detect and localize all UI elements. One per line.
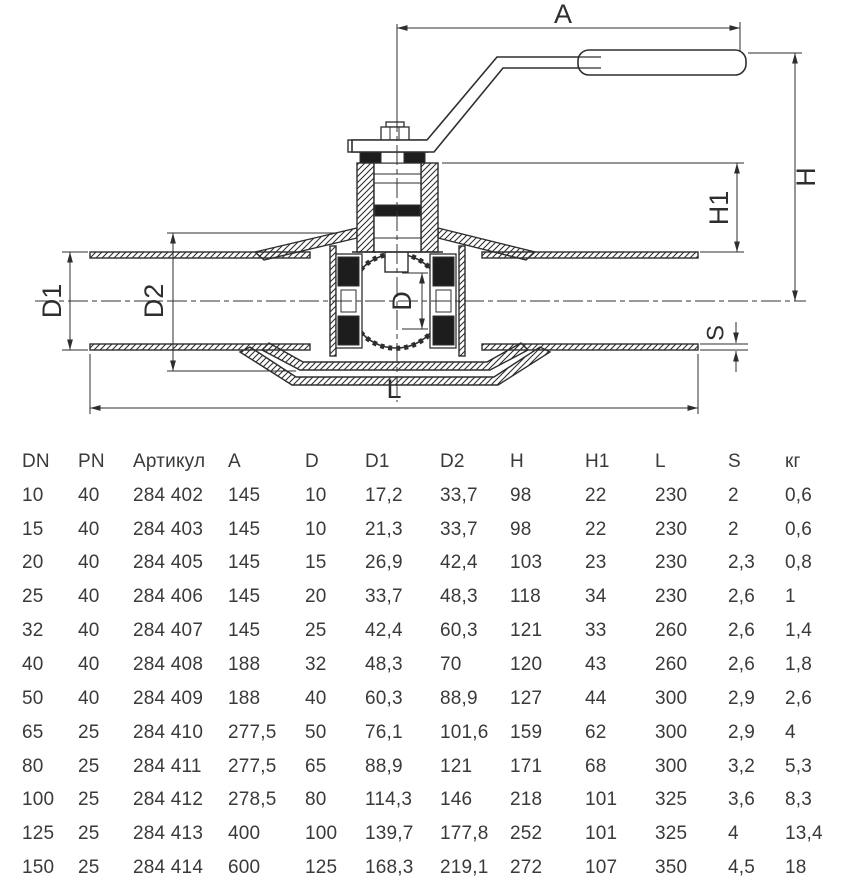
table-cell: 40 bbox=[22, 653, 44, 675]
table-cell: 40 bbox=[78, 518, 100, 540]
table-cell: 70 bbox=[440, 653, 462, 675]
table-cell: 284 406 bbox=[133, 586, 204, 608]
table-cell: 25 bbox=[78, 721, 100, 743]
table-cell: 2,6 bbox=[728, 620, 756, 642]
table-cell: 171 bbox=[510, 755, 543, 777]
table-cell: 277,5 bbox=[228, 721, 277, 743]
table-cell: 260 bbox=[655, 620, 688, 642]
table-cell: 278,5 bbox=[228, 789, 277, 811]
header-cell: H bbox=[510, 450, 524, 472]
table-cell: 0,8 bbox=[785, 552, 813, 574]
table-cell: 33,7 bbox=[440, 484, 478, 506]
table-cell: 3,6 bbox=[728, 789, 756, 811]
table-cell: 0,6 bbox=[785, 484, 813, 506]
table-cell: 125 bbox=[305, 857, 338, 879]
table-cell: 177,8 bbox=[440, 823, 489, 845]
table-cell: 300 bbox=[655, 687, 688, 709]
table-cell: 284 405 bbox=[133, 552, 204, 574]
table-cell: 33 bbox=[585, 620, 607, 642]
table-cell: 219,1 bbox=[440, 857, 489, 879]
header-cell: PN bbox=[78, 450, 105, 472]
table-cell: 121 bbox=[510, 620, 543, 642]
table-cell: 62 bbox=[585, 721, 607, 743]
table-cell: 23 bbox=[585, 552, 607, 574]
table-cell: 25 bbox=[22, 586, 44, 608]
table-cell: 2,3 bbox=[728, 552, 756, 574]
header-cell: DN bbox=[22, 450, 50, 472]
table-cell: 2,9 bbox=[728, 687, 756, 709]
dim-label-h1: H1 bbox=[704, 190, 735, 226]
table-cell: 120 bbox=[510, 653, 543, 675]
table-cell: 4,5 bbox=[728, 857, 756, 879]
table-cell: 60,3 bbox=[365, 687, 403, 709]
table-cell: 22 bbox=[585, 518, 607, 540]
header-cell: S bbox=[728, 450, 741, 472]
table-cell: 121 bbox=[440, 755, 473, 777]
table-cell: 400 bbox=[228, 823, 261, 845]
table-cell: 40 bbox=[78, 687, 100, 709]
table-cell: 2 bbox=[728, 484, 739, 506]
table-cell: 145 bbox=[228, 518, 261, 540]
table-cell: 284 403 bbox=[133, 518, 204, 540]
table-cell: 284 402 bbox=[133, 484, 204, 506]
table-cell: 1,8 bbox=[785, 653, 813, 675]
table-cell: 34 bbox=[585, 586, 607, 608]
table-cell: 284 409 bbox=[133, 687, 204, 709]
table-cell: 159 bbox=[510, 721, 543, 743]
table-cell: 22 bbox=[585, 484, 607, 506]
table-cell: 25 bbox=[78, 789, 100, 811]
header-cell: Артикул bbox=[133, 450, 206, 472]
table-cell: 60,3 bbox=[440, 620, 478, 642]
table-cell: 230 bbox=[655, 518, 688, 540]
table-cell: 2 bbox=[728, 518, 739, 540]
header-cell: D2 bbox=[440, 450, 465, 472]
table-cell: 2,6 bbox=[728, 653, 756, 675]
table-cell: 65 bbox=[22, 721, 44, 743]
table-cell: 2,6 bbox=[785, 687, 813, 709]
table-cell: 118 bbox=[510, 586, 541, 608]
table-cell: 44 bbox=[585, 687, 607, 709]
table-cell: 125 bbox=[22, 823, 55, 845]
table-cell: 76,1 bbox=[365, 721, 403, 743]
table-cell: 50 bbox=[22, 687, 44, 709]
specs-table bbox=[22, 445, 848, 885]
table-cell: 1,4 bbox=[785, 620, 813, 642]
header-cell: A bbox=[228, 450, 241, 472]
header-cell: D bbox=[305, 450, 319, 472]
table-cell: 101 bbox=[585, 789, 618, 811]
table-cell: 272 bbox=[510, 857, 543, 879]
table-cell: 40 bbox=[78, 552, 100, 574]
dim-label-d2: D2 bbox=[139, 283, 170, 319]
table-cell: 145 bbox=[228, 484, 261, 506]
table-cell: 325 bbox=[655, 789, 688, 811]
table-cell: 101 bbox=[585, 823, 618, 845]
dim-label-d1: D1 bbox=[37, 283, 68, 319]
table-cell: 100 bbox=[305, 823, 338, 845]
table-cell: 26,9 bbox=[365, 552, 403, 574]
table-cell: 88,9 bbox=[365, 755, 403, 777]
dim-label-a: A bbox=[553, 0, 573, 29]
table-cell: 168,3 bbox=[365, 857, 414, 879]
dim-label-d: D bbox=[387, 291, 418, 311]
handle-grip bbox=[578, 50, 746, 75]
table-cell: 284 411 bbox=[133, 755, 202, 777]
table-cell: 20 bbox=[305, 586, 327, 608]
table-cell: 325 bbox=[655, 823, 688, 845]
table-cell: 188 bbox=[228, 653, 261, 675]
table-cell: 139,7 bbox=[365, 823, 414, 845]
table-cell: 300 bbox=[655, 721, 688, 743]
table-cell: 40 bbox=[78, 586, 100, 608]
table-cell: 350 bbox=[655, 857, 688, 879]
table-cell: 284 407 bbox=[133, 620, 204, 642]
table-cell: 4 bbox=[785, 721, 796, 743]
table-cell: 98 bbox=[510, 484, 532, 506]
table-cell: 5,3 bbox=[785, 755, 813, 777]
header-cell: кг bbox=[785, 450, 801, 472]
table-cell: 3,2 bbox=[728, 755, 756, 777]
table-cell: 145 bbox=[228, 620, 261, 642]
table-cell: 2,6 bbox=[728, 586, 756, 608]
table-cell: 33,7 bbox=[440, 518, 478, 540]
table-cell: 21,3 bbox=[365, 518, 403, 540]
table-cell: 15 bbox=[22, 518, 44, 540]
table-cell: 100 bbox=[22, 789, 55, 811]
table-cell: 145 bbox=[228, 586, 261, 608]
table-cell: 68 bbox=[585, 755, 607, 777]
table-cell: 230 bbox=[655, 484, 688, 506]
table-cell: 260 bbox=[655, 653, 688, 675]
table-cell: 101,6 bbox=[440, 721, 489, 743]
table-cell: 25 bbox=[78, 857, 100, 879]
table-cell: 98 bbox=[510, 518, 532, 540]
table-cell: 17,2 bbox=[365, 484, 403, 506]
table-cell: 230 bbox=[655, 552, 688, 574]
table-cell: 88,9 bbox=[440, 687, 478, 709]
table-cell: 230 bbox=[655, 586, 688, 608]
table-cell: 145 bbox=[228, 552, 261, 574]
table-cell: 48,3 bbox=[365, 653, 403, 675]
table-cell: 4 bbox=[728, 823, 739, 845]
table-cell: 33,7 bbox=[365, 586, 403, 608]
table-cell: 42,4 bbox=[440, 552, 478, 574]
table-cell: 15 bbox=[305, 552, 327, 574]
header-cell: D1 bbox=[365, 450, 390, 472]
table-cell: 80 bbox=[22, 755, 44, 777]
table-cell: 218 bbox=[510, 789, 543, 811]
dim-label-l: L bbox=[386, 374, 402, 404]
table-cell: 0,6 bbox=[785, 518, 813, 540]
table-cell: 25 bbox=[78, 823, 100, 845]
table-cell: 103 bbox=[510, 552, 543, 574]
table-cell: 107 bbox=[585, 857, 618, 879]
table-cell: 20 bbox=[22, 552, 44, 574]
table-cell: 40 bbox=[78, 620, 100, 642]
table-cell: 284 414 bbox=[133, 857, 204, 879]
table-cell: 284 408 bbox=[133, 653, 204, 675]
table-cell: 80 bbox=[305, 789, 327, 811]
table-cell: 2,9 bbox=[728, 721, 756, 743]
table-cell: 10 bbox=[305, 518, 327, 540]
table-cell: 48,3 bbox=[440, 586, 478, 608]
table-cell: 252 bbox=[510, 823, 543, 845]
table-cell: 300 bbox=[655, 755, 688, 777]
table-cell: 277,5 bbox=[228, 755, 277, 777]
table-cell: 40 bbox=[305, 687, 327, 709]
table-cell: 40 bbox=[78, 653, 100, 675]
table-cell: 25 bbox=[78, 755, 100, 777]
table-cell: 25 bbox=[305, 620, 327, 642]
header-cell: L bbox=[655, 450, 666, 472]
table-cell: 10 bbox=[305, 484, 327, 506]
table-cell: 42,4 bbox=[365, 620, 403, 642]
table-cell: 150 bbox=[22, 857, 55, 879]
dim-label-h: H bbox=[791, 167, 822, 187]
table-cell: 1 bbox=[785, 586, 796, 608]
table-cell: 10 bbox=[22, 484, 44, 506]
table-cell: 284 412 bbox=[133, 789, 204, 811]
valve-technical-drawing bbox=[0, 0, 848, 440]
table-cell: 8,3 bbox=[785, 789, 813, 811]
table-cell: 40 bbox=[78, 484, 100, 506]
table-cell: 114,3 bbox=[365, 789, 413, 811]
table-cell: 284 413 bbox=[133, 823, 204, 845]
table-cell: 50 bbox=[305, 721, 327, 743]
table-cell: 32 bbox=[305, 653, 327, 675]
table-cell: 18 bbox=[785, 857, 807, 879]
table-cell: 127 bbox=[510, 687, 543, 709]
header-cell: H1 bbox=[585, 450, 610, 472]
table-cell: 146 bbox=[440, 789, 473, 811]
table-cell: 600 bbox=[228, 857, 261, 879]
table-cell: 65 bbox=[305, 755, 327, 777]
table-cell: 32 bbox=[22, 620, 44, 642]
table-cell: 284 410 bbox=[133, 721, 204, 743]
table-cell: 188 bbox=[228, 687, 261, 709]
table-cell: 43 bbox=[585, 653, 607, 675]
table-cell: 13,4 bbox=[785, 823, 823, 845]
stem-nut bbox=[381, 122, 409, 140]
dim-label-s: S bbox=[702, 324, 730, 342]
